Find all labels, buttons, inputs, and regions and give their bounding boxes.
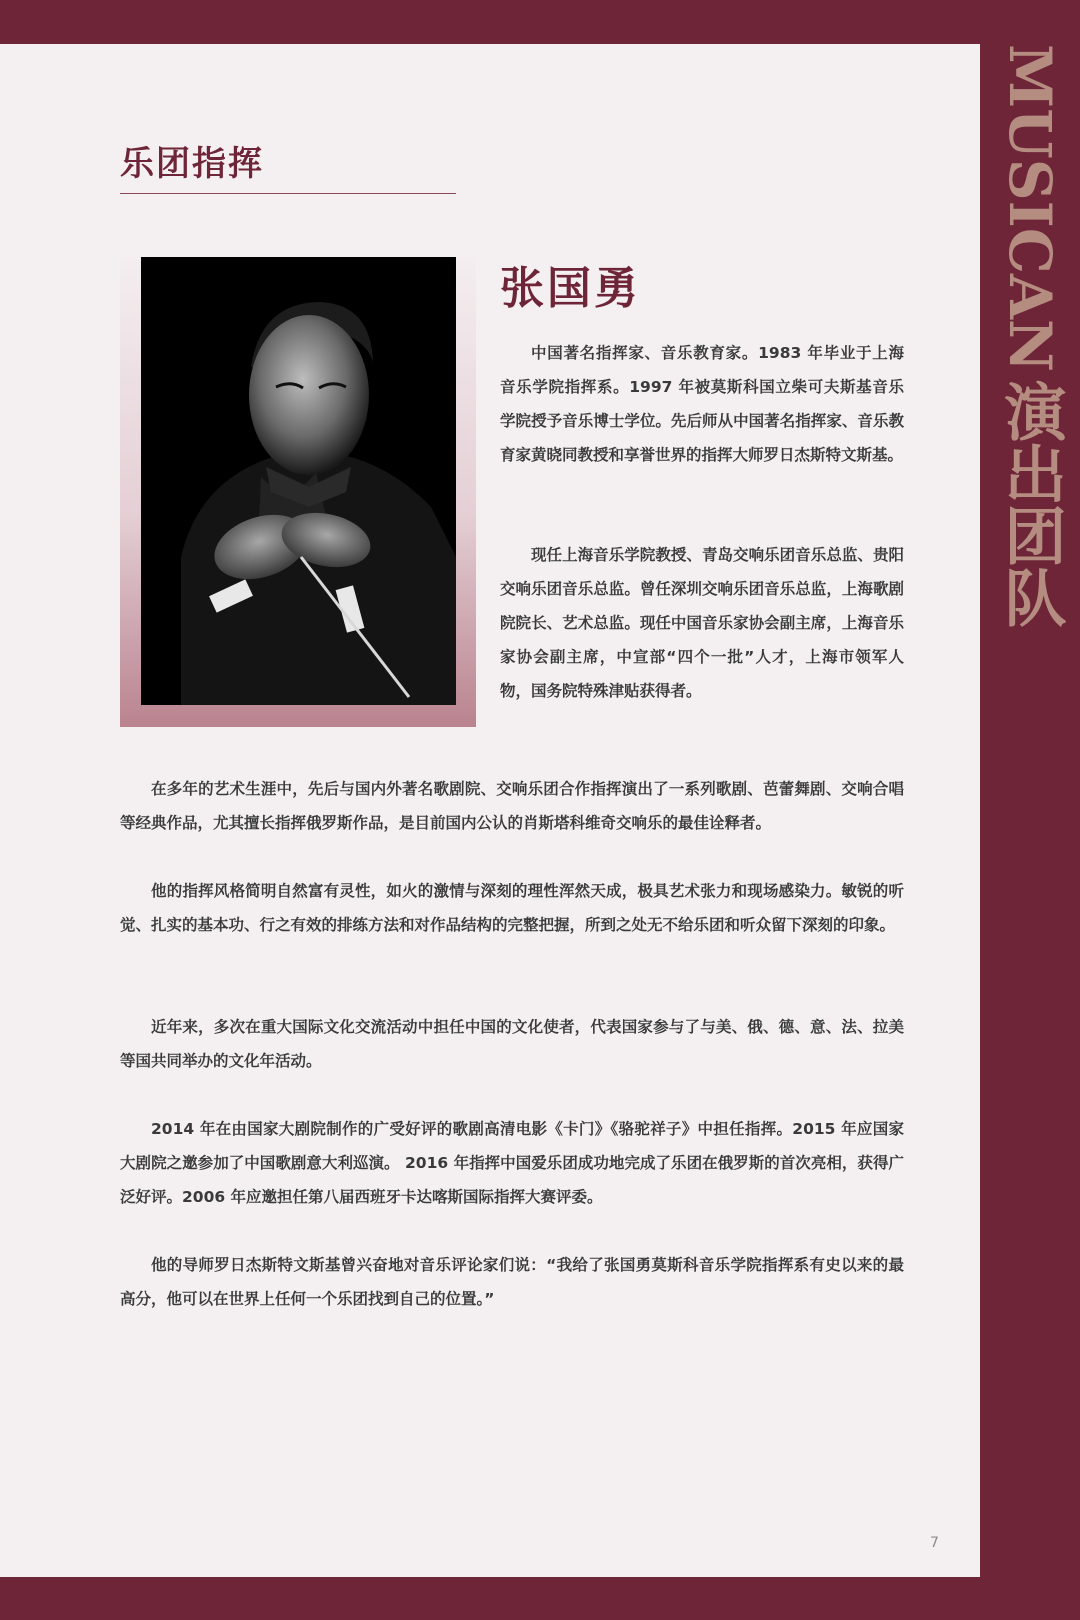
page-number: 7 <box>930 1535 939 1551</box>
side-banner-chinese: 演出团队 <box>994 379 1067 628</box>
bio-paragraph: 现任上海音乐学院教授、青岛交响乐团音乐总监、贵阳交响乐团音乐总监。曾任深圳交响乐团音乐总监，上海歌剧院院长、艺术总监。现任中国音乐家协会副主席，上海音乐家协会副主席，中宣部“四个一批”人才，上海市领军人物，国务院特殊津贴获得者。 <box>500 546 904 700</box>
bio-paragraph: 中国著名指挥家、音乐教育家。1983 年毕业于上海音乐学院指挥系。1997 年被莫斯科国立柴可夫斯基音乐学院授予音乐博士学位。先后师从中国著名指挥家、音乐教育家黄晓同教授和享誉世界的指挥大师罗日杰斯特文斯基。 <box>500 344 904 464</box>
portrait-illustration <box>141 257 456 705</box>
section-title: 乐团指挥 <box>120 144 264 184</box>
side-banner <box>980 44 1080 1577</box>
body-paragraph: 2014 年在由国家大剧院制作的广受好评的歌剧高清电影《卡门》《骆驼祥子》中担任指挥。2015 年应国家大剧院之邀参加了中国歌剧意大利巡演。 2016 年指挥中国爱乐团成功地完成了乐团在俄罗斯的首次亮相，获得广泛好评。2006 年应邀担任第八届西班牙卡达喀斯国际指挥大赛评委。 <box>120 1120 904 1206</box>
body-paragraph: 他的指挥风格简明自然富有灵性，如火的激情与深刻的理性浑然天成，极具艺术张力和现场感染力。敏锐的听觉、扎实的基本功、行之有效的排练方法和对作品结构的完整把握，所到之处无不给乐团和听众留下深刻的印象。 <box>120 882 904 934</box>
body-paragraph: 近年来，多次在重大国际文化交流活动中担任中国的文化使者，代表国家参与了与美、俄、德、意、法、拉美等国共同举办的文化年活动。 <box>120 1018 904 1070</box>
side-banner-text <box>994 44 1067 628</box>
title-divider <box>120 193 456 194</box>
conductor-portrait <box>141 257 456 705</box>
body-paragraph: 他的导师罗日杰斯特文斯基曾兴奋地对音乐评论家们说：“我给了张国勇莫斯科音乐学院指挥系有史以来的最高分，他可以在世界上任何一个乐团找到自己的位置。” <box>120 1256 904 1308</box>
side-banner-latin: MUSICAN <box>996 44 1064 372</box>
conductor-name: 张国勇 <box>500 263 641 314</box>
body-paragraph: 在多年的艺术生涯中，先后与国内外著名歌剧院、交响乐团合作指挥演出了一系列歌剧、芭蕾舞剧、交响合唱等经典作品，尤其擅长指挥俄罗斯作品，是目前国内公认的肖斯塔科维奇交响乐的最佳诠释者。 <box>120 780 904 832</box>
